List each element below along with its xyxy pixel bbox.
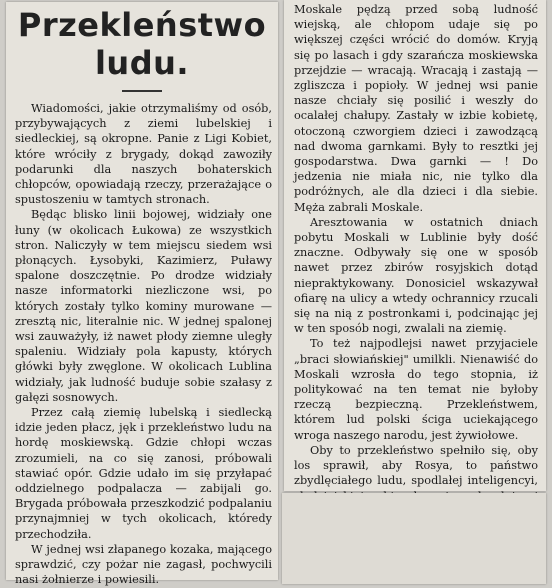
right-column-clipping	[284, 0, 546, 491]
paragraph: Moskale pędzą przed sobą ludność wiejską, ale chłopom udaje się po większej części wrócić do domów. Kryją się po lasach i gdy szarańcza moskiewska przejdzie — wracają. Wracają i zastają — zgliszcza i popioły. W jednej wsi panie nasze chciały się posilić i weszły do ocalałej chałupy. Zastały w izbie kobietę, otoczoną czworgiem dzieci i zawodzącą nad dwoma garnkami. Były to resztki jej gospodarstwa. Dwa garnki — ! Do jedzenia nie miała nic, nie tylko dla podróżnych, ale dla dzieci i dla siebie. Męża zabrali Moskale.	[294, 3, 538, 214]
paragraph: Przez całą ziemię lubelską i siedlecką idzie jeden płacz, jęk i przekleństwo ludu na hordę moskiewską. Gdzie chłopi wczas zrozumieli, na co się zanosi, próbowali stawiać opór. Gdzie udało im się przyłapać oddzielnego podpalacza — zabijali go. Brygada próbowała przeszkodzić podpalaniu przynajmniej w tych okolicach, któredy przechodziła.	[15, 406, 272, 541]
article-title	[6, 6, 278, 82]
title-divider	[122, 90, 162, 92]
title-line-1: Przekleństwo	[17, 6, 267, 44]
paragraph: To też najpodlejsi nawet przyjaciele „braci słowiańskiej" umilkli. Nienawiść do Moskali wzrosła do tego stopnia, iż politykować na ten temat nie byłoby rzeczą bezpieczną. Przekleństwem, którem lud polski ściga uciekającego wroga naszego narodu, jest żywiołowe.	[294, 337, 538, 442]
title-line-2: ludu.	[94, 44, 190, 82]
left-column-clipping	[6, 2, 278, 587]
paragraph: Wiadomości, jakie otrzymaliśmy od osób, przybywających z ziemi lubelskiej i siedleckiej, są okropne. Panie z Ligi Kobiet, które wróciły z brygady, dokąd zawoziły podarunki dla naszych bohaterskich chłopców, opowiadają rzeczy, przerażające o spustoszeniu w tamtych stronach.	[15, 102, 272, 207]
paragraph: Oby to przekleństwo spełniło się, oby los sprawił, aby Rosya, to państwo zbydlęciałego ludu, spodlałej inteligencyi,	[294, 443, 538, 488]
left-column-text	[6, 101, 278, 588]
paragraph: Będąc blisko linii bojowej, widziały one łuny (w okolicach Łukowa) ze wszystkich stron. Naliczyły w tem miejscu siedem wsi płonących. Łysobyki, Kazimierz, Puławy spalone doszczętnie. Po drodze widziały nasze informatorki niezliczone wsi, po których zostały tylko kominy murowane — zresztą nic, literalnie nic. W jednej spalonej wsi zauważyły, iż nawet płody ziemne uległy spaleniu. Widziały pola kapusty, których główki były zwęglone. W okolicach Lublina widziały, jak ludność buduje sobie szałasy z gałęzi sosnowych.	[15, 208, 272, 404]
blank-paper-fragment	[282, 493, 546, 584]
paragraph: W jednej wsi złapanego kozaka, mającego sprawdzić, czy pożar nie zagasł, pochwycili nasi żołnierze i powiesili.	[15, 542, 272, 587]
right-column-text	[284, 0, 546, 534]
paragraph: Aresztowania w ostatnich dniach pobytu Moskali w Lublinie były dość znaczne. Odbywały się one w sposób nawet przez zbirów rosyjskich dotąd niepraktykowany. Donosiciel wskazywał ofiarę na ulicy a wtedy ochrannicy rzucali się na nią z postronkami i, podcinając jej w ten sposób nogi, zwalali na ziemię.	[294, 215, 538, 336]
